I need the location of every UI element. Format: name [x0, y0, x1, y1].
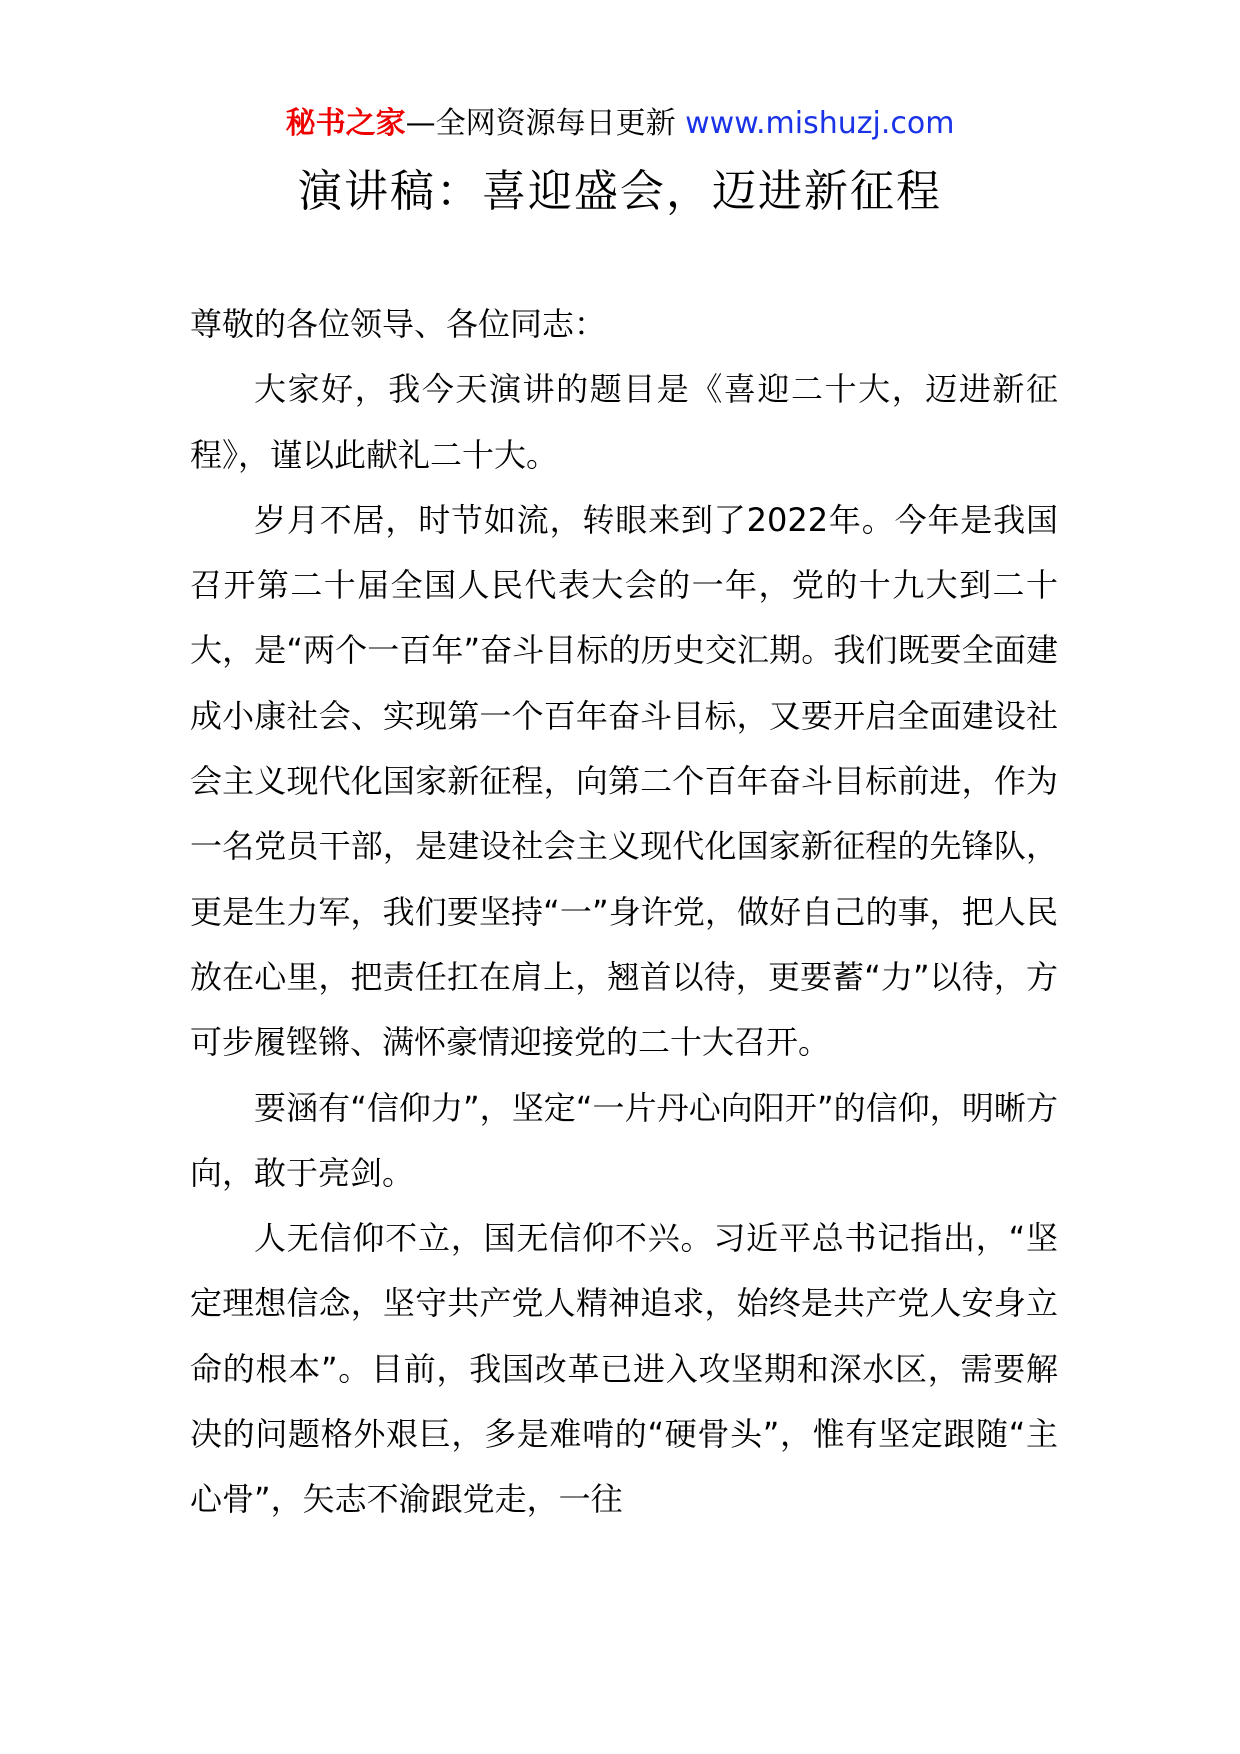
- site-header: [0, 102, 1240, 146]
- paragraph: 人无信仰不立，国无信仰不兴。习近平总书记指出，“坚定理想信念，坚守共产党人精神追求，始终是共产党人安身立命的根本”。目前，我国改革已进入攻坚期和深水区，需要解决的问题格外艰巨，多是难啃的“硬骨头”，惟有坚定跟随“主心骨”，矢志不渝跟党走，一往: [190, 1219, 1058, 1519]
- paragraph: 大家好，我今天演讲的题目是《喜迎二十大，迈进新征程》，谨以此献礼二十大。: [190, 370, 1058, 474]
- site-brand: 秘书之家: [285, 106, 406, 141]
- paragraph: 岁月不居，时节如流，转眼来到了2022年。今年是我国召开第二十届全国人民代表大会的一年，党的十九大到二十大，是“两个一百年”奋斗目标的历史交汇期。我们既要全面建成小康社会、实现第一个百年奋斗目标，又要开启全面建设社会主义现代化国家新征程，向第二个百年奋斗目标前进，作为一名党员干部，是建设社会主义现代化国家新征程的先锋队，更是生力军，我们要坚持“一”身许党，做好自己的事，把人民放在心里，把责任扛在肩上，翘首以待，更要蓄“力”以待，方可步履铿锵、满怀豪情迎接党的二十大召开。: [190, 500, 1058, 1062]
- document-title: 演讲稿：喜迎盛会，迈进新征程: [298, 166, 942, 217]
- site-tagline: —全网资源每日更新: [405, 106, 686, 141]
- salutation: 尊敬的各位领导、各位同志：: [190, 305, 607, 343]
- document-body: [190, 292, 1058, 1533]
- paragraph: 要涵有“信仰力”，坚定“一片丹心向阳开”的信仰，明晰方向，敢于亮剑。: [190, 1088, 1058, 1192]
- site-url-link[interactable]: www.mishuzj.com: [685, 106, 955, 141]
